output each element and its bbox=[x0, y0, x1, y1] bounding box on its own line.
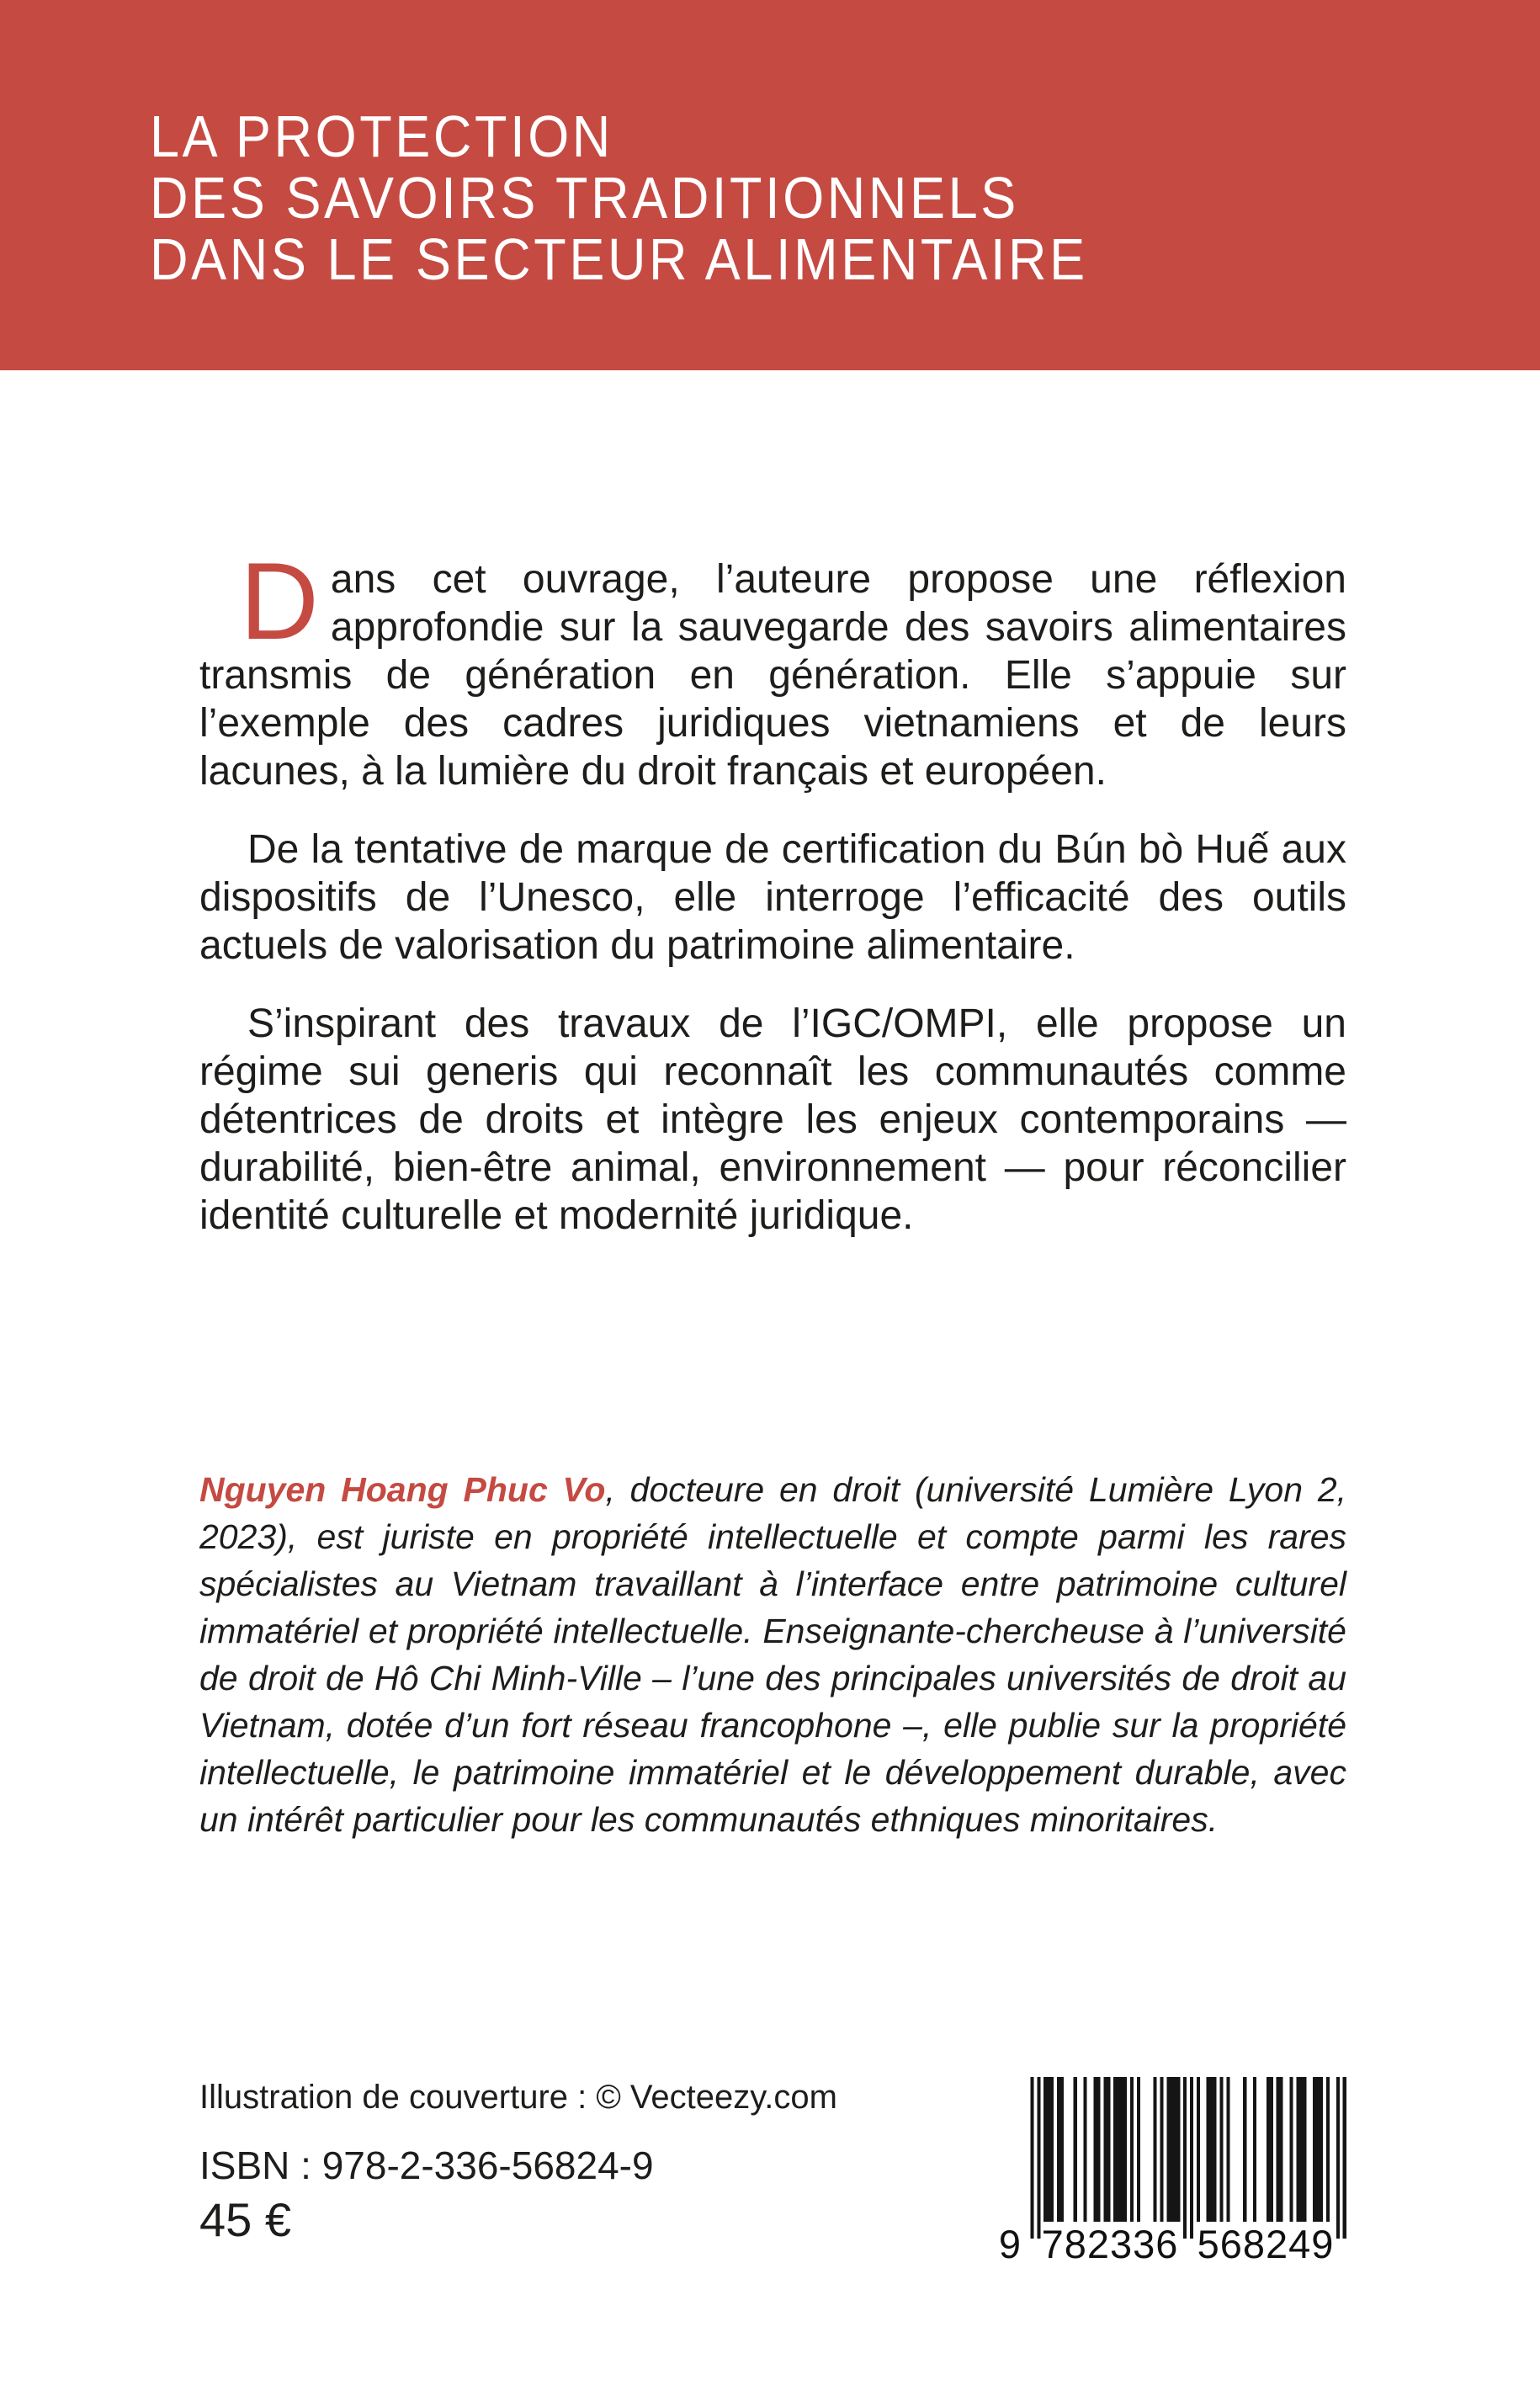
synopsis-paragraph-1-text: ans cet ouvrage, l’auteure propose une réflexion approfondie sur la sauvegarde des savoirs alimentaires transmis de génération en génération. Elle s’appuie sur l’exemple des cadres juridiques vietnamiens et de leurs lacunes, à la lumière du droit français et européen. bbox=[199, 557, 1346, 794]
synopsis-paragraph-2: De la tentative de marque de certification du Bún bò Huế aux dispositifs de l’Unesco, elle interroge l’efficacité des outils actuels de valorisation du patrimoine alimentaire. bbox=[199, 827, 1346, 968]
bio-paragraph bbox=[199, 1466, 1346, 1843]
synopsis-paragraph-1 bbox=[199, 539, 1346, 795]
synopsis-paragraph-3: S’inspirant des travaux de l’IGC/OMPI, elle propose un régime sui generis qui reconnaît les communautés comme détentrices de droits et intègre les enjeux contemporains — durabilité, bien-être animal, environnement — pour réconcilier identité culturelle et modernité juridique. bbox=[199, 1001, 1346, 1238]
barcode-bars bbox=[1030, 2077, 1346, 2239]
book-title-line-2: DES SAVOIRS TRADITIONNELS bbox=[150, 165, 1019, 231]
price: 45 € bbox=[199, 2193, 291, 2246]
isbn: ISBN : 978-2-336-56824-9 bbox=[199, 2143, 654, 2187]
barcode-digit-lead: 9 bbox=[998, 2222, 1022, 2266]
book-title-line-3: DANS LE SECTEUR ALIMENTAIRE bbox=[150, 226, 1088, 292]
book-title bbox=[150, 106, 1192, 290]
synopsis bbox=[199, 539, 1346, 1270]
dropcap-letter: D bbox=[240, 539, 319, 662]
title-band bbox=[0, 0, 1540, 370]
bio-text: , docteure en droit (université Lumière Lyon 2, 2023), est juriste en propriété intellectuelle et compte parmi les rares spécialistes au Vietnam travaillant à l’interface entre patrimoine culturel immatériel et propriété intellectuelle. Enseignante-chercheuse à l’université de droit de Hô Chi Minh-Ville – l’une des principales universités de droit au Vietnam, dotée d’un fort réseau francophone –, elle publie sur la propriété intellectuelle, le patrimoine immatériel et le développement durable, avec un intérêt particulier pour les communautés ethniques minoritaires. bbox=[199, 1470, 1347, 1839]
barcode bbox=[968, 2077, 1363, 2271]
author-bio bbox=[199, 1466, 1346, 1843]
cover-illustration-credit: Illustration de couverture : © Vecteezy.com bbox=[199, 2079, 837, 2116]
barcode-digits-left: 782336 bbox=[1041, 2222, 1179, 2266]
barcode-digits-right: 568249 bbox=[1197, 2222, 1335, 2266]
book-title-line-1: LA PROTECTION bbox=[150, 104, 613, 169]
author-name: Nguyen Hoang Phuc Vo bbox=[199, 1470, 606, 1509]
